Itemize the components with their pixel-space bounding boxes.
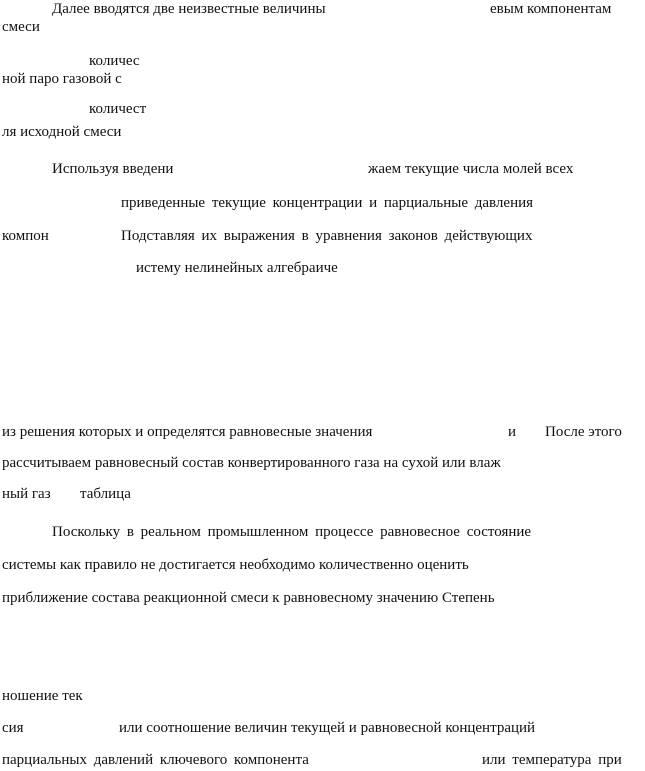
text-line: приведенные текущие концентрации и парциальные давления [121, 195, 534, 211]
text-line: ношение тек [2, 688, 83, 704]
text-line: парциальных давлений ключевого компонента [2, 752, 309, 768]
text-line: системы как правило не достигается необходимо количественно оценить [2, 557, 469, 573]
text-line: евым компонентам [490, 1, 612, 17]
text-line: ной паро газовой с [2, 71, 122, 87]
text-line: истему нелинейных алгебраиче [136, 260, 338, 276]
text-line: и [508, 424, 517, 440]
text-line: смеси [2, 19, 40, 35]
text-line: таблица [80, 486, 131, 502]
text-line: или температура при [482, 752, 622, 768]
text-line: сия [2, 720, 24, 736]
text-line: компон [2, 228, 49, 244]
text-line: или соотношение величин текущей и равновесной концентраций [119, 720, 536, 736]
text-line: приближение состава реакционной смеси к равновесному значению Степень [2, 590, 495, 606]
text-line: Поскольку в реальном промышленном процессе равновесное состояние [52, 524, 532, 540]
text-line: Используя введени [52, 161, 174, 177]
text-line: Далее вводятся две неизвестные величины [52, 1, 326, 17]
text-line: жаем текущие числа молей всех [368, 161, 574, 177]
text-line: ля исходной смеси [2, 124, 122, 140]
text-line: После этого [545, 424, 622, 440]
text-line: рассчитываем равновесный состав конвертированного газа на сухой или влаж [2, 455, 501, 471]
text-line: количест [89, 101, 147, 117]
text-line: количес [89, 53, 140, 69]
text-line: из решения которых и определятся равновесные значения [2, 424, 373, 440]
text-line: Подставляя их выражения в уравнения законов действующих [121, 228, 533, 244]
text-line: ный газ [2, 486, 51, 502]
